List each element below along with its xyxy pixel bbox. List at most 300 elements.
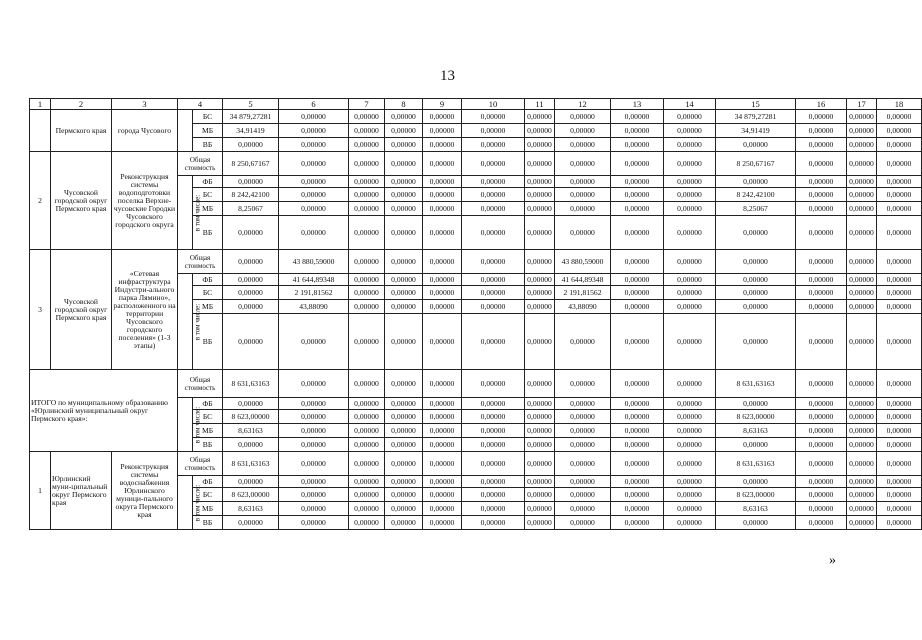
value-cell: 0,00000 [279,488,349,502]
value-cell: 0,00000 [716,516,796,530]
value-cell: 0,00000 [462,124,525,138]
value-cell: 0,00000 [716,216,796,250]
value-cell: 0,00000 [611,398,664,410]
value-cell: 0,00000 [279,452,349,476]
source-general: Общая стоимость [178,152,223,176]
value-cell: 0,00000 [385,138,423,152]
value-cell: 0,00000 [423,274,462,286]
value-cell: 0,00000 [349,216,385,250]
value-cell: 0,00000 [385,398,423,410]
column-header: 14 [664,99,716,110]
value-cell: 0,00000 [223,476,279,488]
source-code: ФБ [193,274,223,286]
value-cell: 0,00000 [462,502,525,516]
value-cell: 0,00000 [462,314,525,370]
incl-label-cell [178,176,202,250]
value-cell: 0,00000 [555,202,611,216]
value-cell: 0,00000 [525,370,555,398]
value-cell: 0,00000 [423,488,462,502]
value-cell: 0,00000 [349,410,385,424]
value-cell: 0,00000 [611,216,664,250]
value-cell: 0,00000 [716,250,796,274]
value-cell: 0,00000 [716,314,796,370]
value-cell: 34 879,27281 [716,110,796,124]
value-cell: 0,00000 [877,110,922,124]
value-cell: 0,00000 [716,274,796,286]
source-general: Общая стоимость [178,452,223,476]
value-cell: 0,00000 [664,502,716,516]
value-cell: 0,00000 [555,476,611,488]
value-cell: 0,00000 [664,152,716,176]
source-code: ФБ [193,398,223,410]
value-cell: 0,00000 [423,124,462,138]
value-cell: 0,00000 [423,300,462,314]
value-cell: 0,00000 [796,476,847,488]
value-cell: 0,00000 [423,398,462,410]
value-cell: 0,00000 [462,476,525,488]
total-label: ИТОГО по муниципальному образованию «Юрлинский муниципальный округ Пермского края»: [30,370,178,452]
value-cell: 0,00000 [555,502,611,516]
value-cell: 0,00000 [349,438,385,452]
value-cell: 0,00000 [796,300,847,314]
value-cell: 0,00000 [796,438,847,452]
value-cell: 0,00000 [877,274,922,286]
column-header: 11 [525,99,555,110]
value-cell: 0,00000 [716,398,796,410]
value-cell: 8 242,42100 [223,188,279,202]
value-cell: 0,00000 [877,176,922,188]
value-cell: 0,00000 [462,488,525,502]
value-cell: 0,00000 [611,176,664,188]
value-cell: 0,00000 [877,216,922,250]
incl-label-cell [178,110,193,152]
value-cell: 0,00000 [877,188,922,202]
value-cell: 0,00000 [877,410,922,424]
column-header: 10 [462,99,525,110]
value-cell: 2 191,81562 [555,286,611,300]
value-cell: 0,00000 [664,476,716,488]
value-cell: 0,00000 [796,250,847,274]
value-cell: 0,00000 [223,176,279,188]
value-cell: 8 623,00000 [716,410,796,424]
source-code: ВБ [193,314,223,370]
value-cell: 0,00000 [385,370,423,398]
value-cell: 0,00000 [223,138,279,152]
column-header: 18 [877,99,922,110]
value-cell: 0,00000 [349,424,385,438]
value-cell: 0,00000 [611,314,664,370]
value-cell: 0,00000 [611,502,664,516]
value-cell: 0,00000 [525,110,555,124]
value-cell: 0,00000 [525,438,555,452]
value-cell: 43 880,59000 [555,250,611,274]
value-cell: 0,00000 [385,274,423,286]
value-cell: 0,00000 [664,410,716,424]
column-header: 17 [847,99,877,110]
value-cell: 0,00000 [423,188,462,202]
value-cell: 0,00000 [555,152,611,176]
closing-quote: » [829,553,836,568]
value-cell: 0,00000 [555,424,611,438]
value-cell: 0,00000 [349,124,385,138]
value-cell: 43 880,59000 [279,250,349,274]
value-cell: 0,00000 [877,516,922,530]
value-cell: 0,00000 [385,300,423,314]
value-cell: 8 242,42100 [716,188,796,202]
value-cell: 0,00000 [279,124,349,138]
value-cell: 0,00000 [555,438,611,452]
source-code: БС [193,410,223,424]
value-cell: 0,00000 [525,138,555,152]
value-cell: 0,00000 [796,410,847,424]
value-cell: 0,00000 [525,202,555,216]
value-cell: 0,00000 [847,274,877,286]
value-cell: 0,00000 [716,138,796,152]
value-cell: 0,00000 [877,370,922,398]
value-cell: 0,00000 [877,424,922,438]
value-cell: 0,00000 [349,476,385,488]
source-general: Общая стоимость [178,250,223,274]
value-cell: 0,00000 [525,410,555,424]
value-cell: 0,00000 [462,110,525,124]
value-cell: 0,00000 [796,370,847,398]
incl-label: в том числе: [193,303,202,340]
value-cell: 0,00000 [611,138,664,152]
source-code: БС [193,188,223,202]
value-cell: 0,00000 [796,110,847,124]
column-header: 12 [555,99,611,110]
municipality-cell: Чусовской городской округ Пермского края [51,250,112,370]
source-code: ВБ [193,138,223,152]
value-cell: 0,00000 [664,216,716,250]
value-cell: 8,25067 [223,202,279,216]
value-cell: 0,00000 [223,250,279,274]
value-cell: 0,00000 [385,410,423,424]
column-header: 6 [279,99,349,110]
value-cell: 0,00000 [279,438,349,452]
value-cell: 0,00000 [847,300,877,314]
source-code: ВБ [193,438,223,452]
value-cell: 0,00000 [462,202,525,216]
value-cell: 0,00000 [611,188,664,202]
value-cell: 0,00000 [796,216,847,250]
value-cell: 0,00000 [796,452,847,476]
value-cell: 0,00000 [349,370,385,398]
value-cell: 0,00000 [555,314,611,370]
value-cell: 0,00000 [716,476,796,488]
value-cell: 0,00000 [349,152,385,176]
value-cell: 0,00000 [385,176,423,188]
value-cell: 0,00000 [847,452,877,476]
value-cell: 0,00000 [462,410,525,424]
value-cell: 0,00000 [349,138,385,152]
column-header: 5 [223,99,279,110]
value-cell: 0,00000 [664,424,716,438]
value-cell: 0,00000 [847,124,877,138]
value-cell: 0,00000 [279,370,349,398]
value-cell: 0,00000 [555,370,611,398]
value-cell: 0,00000 [796,286,847,300]
column-header: 3 [112,99,178,110]
column-header: 2 [51,99,112,110]
value-cell: 0,00000 [796,274,847,286]
value-cell: 0,00000 [555,110,611,124]
value-cell: 0,00000 [796,152,847,176]
column-header: 7 [349,99,385,110]
value-cell: 0,00000 [664,370,716,398]
value-cell: 8 623,00000 [223,410,279,424]
source-code: ФБ [193,176,223,188]
value-cell: 0,00000 [385,452,423,476]
value-cell: 0,00000 [349,202,385,216]
column-header: 8 [385,99,423,110]
value-cell: 0,00000 [349,398,385,410]
table-row [30,110,922,124]
source-general: Общая стоимость [178,370,223,398]
value-cell: 0,00000 [525,176,555,188]
value-cell: 0,00000 [279,314,349,370]
value-cell: 0,00000 [462,274,525,286]
value-cell: 0,00000 [796,502,847,516]
value-cell: 0,00000 [349,286,385,300]
source-code: БС [193,286,223,300]
value-cell: 0,00000 [611,438,664,452]
value-cell: 0,00000 [664,398,716,410]
value-cell: 0,00000 [385,286,423,300]
value-cell: 0,00000 [349,110,385,124]
source-code: МБ [193,300,223,314]
source-code: МБ [193,424,223,438]
value-cell: 8,63163 [223,424,279,438]
value-cell: 0,00000 [664,286,716,300]
value-cell: 0,00000 [847,410,877,424]
value-cell: 0,00000 [877,152,922,176]
value-cell: 0,00000 [349,516,385,530]
value-cell: 8 623,00000 [716,488,796,502]
value-cell: 0,00000 [664,176,716,188]
value-cell: 8 631,63163 [716,452,796,476]
value-cell: 0,00000 [525,398,555,410]
incl-label: в том числе: [193,406,202,443]
object-cell: Реконструкция системы водоснабжения Юрлинского муници-пального округа Пермского края [112,452,178,530]
value-cell: 0,00000 [385,250,423,274]
value-cell: 0,00000 [385,124,423,138]
value-cell: 0,00000 [847,250,877,274]
value-cell: 0,00000 [223,438,279,452]
value-cell: 0,00000 [423,476,462,488]
value-cell: 0,00000 [525,516,555,530]
value-cell: 0,00000 [664,138,716,152]
value-cell: 0,00000 [525,314,555,370]
value-cell: 0,00000 [847,188,877,202]
value-cell: 0,00000 [525,488,555,502]
value-cell: 8,63163 [716,424,796,438]
value-cell: 0,00000 [611,152,664,176]
value-cell: 0,00000 [847,314,877,370]
value-cell: 0,00000 [847,502,877,516]
column-header: 15 [716,99,796,110]
value-cell: 0,00000 [462,452,525,476]
object-cell: «Сетевая инфраструктура Индустри-ального парка Лямино», расположенного на территории Чусовского городского поселения» (1-3 этапы) [112,250,178,370]
value-cell: 0,00000 [796,424,847,438]
value-cell: 0,00000 [423,250,462,274]
value-cell: 0,00000 [385,152,423,176]
value-cell: 0,00000 [462,138,525,152]
value-cell: 0,00000 [877,438,922,452]
source-code: МБ [193,124,223,138]
value-cell: 0,00000 [611,452,664,476]
value-cell: 0,00000 [555,516,611,530]
value-cell: 0,00000 [611,370,664,398]
value-cell: 0,00000 [279,476,349,488]
value-cell: 0,00000 [279,188,349,202]
value-cell: 0,00000 [611,476,664,488]
municipality-cell: Пермского края [51,110,112,152]
value-cell: 0,00000 [279,152,349,176]
value-cell: 0,00000 [847,516,877,530]
municipality-cell: Юрлинский муни-ципальный округ Пермского края [51,452,112,530]
value-cell: 0,00000 [877,250,922,274]
value-cell: 0,00000 [796,314,847,370]
value-cell: 0,00000 [847,176,877,188]
incl-label-cell [178,398,202,452]
value-cell: 0,00000 [279,216,349,250]
value-cell: 0,00000 [555,124,611,138]
source-code: ВБ [193,516,223,530]
table-row [30,152,922,176]
value-cell: 0,00000 [385,314,423,370]
value-cell: 0,00000 [423,452,462,476]
value-cell: 0,00000 [223,300,279,314]
value-cell: 0,00000 [462,516,525,530]
value-cell: 0,00000 [223,274,279,286]
municipality-cell: Чусовской городской округ Пермского края [51,152,112,250]
value-cell: 0,00000 [611,410,664,424]
value-cell: 0,00000 [462,398,525,410]
value-cell: 0,00000 [385,110,423,124]
value-cell: 0,00000 [847,216,877,250]
value-cell: 0,00000 [349,188,385,202]
value-cell: 0,00000 [385,188,423,202]
value-cell: 8,63163 [716,502,796,516]
value-cell: 0,00000 [664,202,716,216]
value-cell: 0,00000 [462,286,525,300]
value-cell: 0,00000 [877,476,922,488]
column-header: 1 [30,99,51,110]
value-cell: 0,00000 [555,216,611,250]
value-cell: 0,00000 [847,138,877,152]
value-cell: 43,88090 [555,300,611,314]
value-cell: 8,25067 [716,202,796,216]
value-cell: 0,00000 [349,314,385,370]
source-code: БС [193,488,223,502]
value-cell: 0,00000 [279,410,349,424]
source-code: БС [193,110,223,124]
value-cell: 0,00000 [555,410,611,424]
value-cell: 0,00000 [525,188,555,202]
value-cell: 0,00000 [462,438,525,452]
value-cell: 0,00000 [877,314,922,370]
value-cell: 0,00000 [279,424,349,438]
table-row [30,250,922,274]
value-cell: 0,00000 [525,502,555,516]
value-cell: 0,00000 [525,476,555,488]
incl-label: в том числе: [193,194,202,231]
value-cell: 0,00000 [847,438,877,452]
value-cell: 0,00000 [877,398,922,410]
value-cell: 0,00000 [423,370,462,398]
value-cell: 34,91419 [716,124,796,138]
value-cell: 0,00000 [223,286,279,300]
value-cell: 34,91419 [223,124,279,138]
value-cell: 0,00000 [847,424,877,438]
value-cell: 0,00000 [223,398,279,410]
value-cell: 0,00000 [525,286,555,300]
value-cell: 0,00000 [796,202,847,216]
value-cell: 0,00000 [349,176,385,188]
value-cell: 41 644,89348 [279,274,349,286]
row-number: 3 [30,250,51,370]
value-cell: 0,00000 [796,138,847,152]
value-cell: 0,00000 [611,202,664,216]
value-cell: 0,00000 [555,452,611,476]
value-cell: 8 250,67167 [716,152,796,176]
value-cell: 0,00000 [423,216,462,250]
value-cell: 0,00000 [847,152,877,176]
value-cell: 0,00000 [349,274,385,286]
column-header: 16 [796,99,847,110]
value-cell: 8 250,67167 [223,152,279,176]
value-cell: 2 191,81562 [279,286,349,300]
value-cell: 0,00000 [385,216,423,250]
value-cell: 0,00000 [423,516,462,530]
value-cell: 0,00000 [877,488,922,502]
value-cell: 0,00000 [664,250,716,274]
value-cell: 0,00000 [611,516,664,530]
value-cell: 0,00000 [877,300,922,314]
row-number [30,110,51,152]
value-cell: 0,00000 [664,314,716,370]
value-cell: 0,00000 [877,286,922,300]
page-number: 13 [440,68,455,84]
value-cell: 0,00000 [847,110,877,124]
value-cell: 0,00000 [279,138,349,152]
value-cell: 0,00000 [525,452,555,476]
source-code: ВБ [193,216,223,250]
value-cell: 0,00000 [462,250,525,274]
value-cell: 0,00000 [279,176,349,188]
value-cell: 0,00000 [462,188,525,202]
value-cell: 0,00000 [716,438,796,452]
value-cell: 0,00000 [385,438,423,452]
value-cell: 0,00000 [664,110,716,124]
value-cell: 0,00000 [664,274,716,286]
value-cell: 0,00000 [525,250,555,274]
value-cell: 0,00000 [796,398,847,410]
value-cell: 0,00000 [423,502,462,516]
value-cell: 0,00000 [462,300,525,314]
value-cell: 0,00000 [385,516,423,530]
value-cell: 0,00000 [423,286,462,300]
source-code: МБ [193,502,223,516]
value-cell: 0,00000 [611,286,664,300]
value-cell: 0,00000 [847,370,877,398]
value-cell: 0,00000 [223,516,279,530]
value-cell: 0,00000 [423,176,462,188]
value-cell: 0,00000 [555,176,611,188]
value-cell: 0,00000 [385,502,423,516]
value-cell: 41 644,89348 [555,274,611,286]
